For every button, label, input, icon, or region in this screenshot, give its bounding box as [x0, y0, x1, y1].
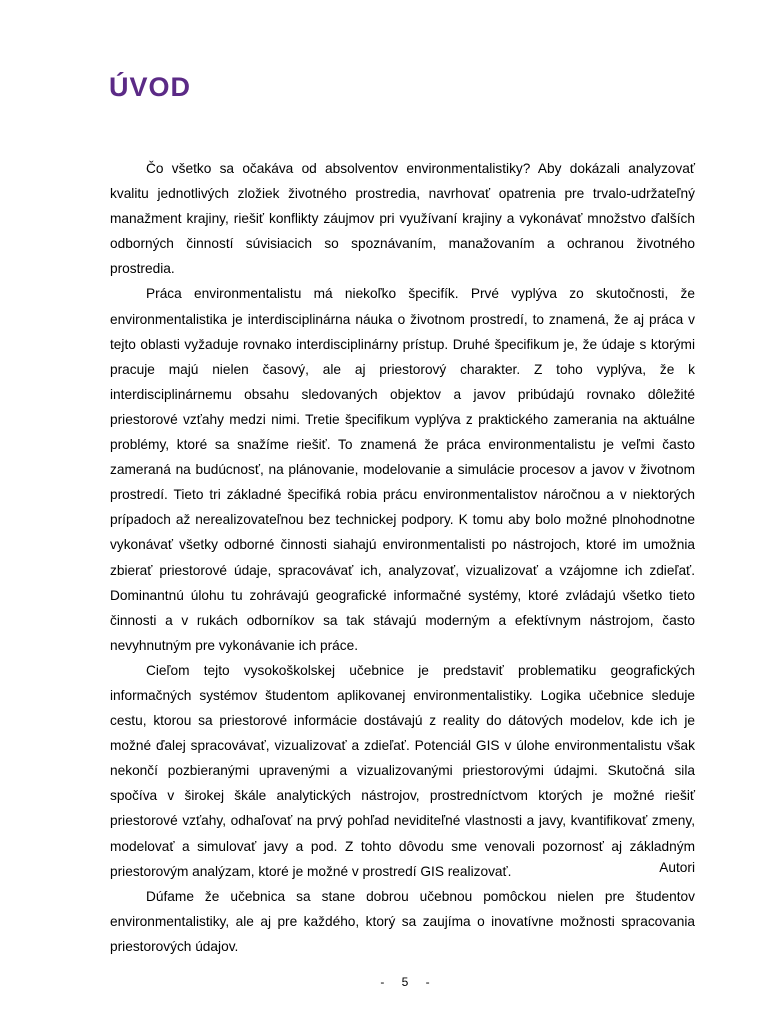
body-text: [110, 156, 695, 959]
paragraph-1: Čo všetko sa očakáva od absolventov environmentalistiky? Aby dokázali analyzovať kvalitu jednotlivých zložiek životného prostredia, navrhovať opatrenia pre trvalo-udržateľný manažment krajiny, riešiť konflikty záujmov pri využívaní krajiny a vykonávať množstvo ďalších odborných činností súvisiacich so spoznávaním, manažovaním a ochranou životného prostredia.: [110, 161, 695, 277]
paragraph-4: Dúfame že učebnica sa stane dobrou učebnou pomôckou nielen pre študentov environmentalistiky, ale aj pre každého, ktorý sa zaujíma o inovatívne možnosti spracovania priestorových údajov.: [110, 888, 695, 954]
signature: Autori: [659, 860, 695, 875]
page-title: ÚVOD: [109, 72, 192, 102]
paragraph-3: Cieľom tejto vysokoškolskej učebnice je predstaviť problematiku geografických informačných systémov študentom aplikovanej environmentalistiky. Logika učebnice sleduje cestu, ktorou sa priestorové informácie dostávajú z reality do dátových modelov, kde ich je možné ďalej spracovávať, vizualizovať a zdieľať. Potenciál GIS v úlohe environmentalistu však nekončí pozbieranými upravenými a vizualizovanými priestorovými údajmi. Skutočná sila spočíva v širokej škále analytických nástrojov, prostredníctvom ktorých je možné riešiť priestorové vzťahy, odhaľovať na prvý pohľad neviditeľné vlastnosti a javy, kvantifikovať zmeny, modelovať a simulovať javy a pod. Z tohto dôvodu sme venovali pozornosť aj základným priestorovým analýzam, ktoré je možné v prostredí GIS realizovať.: [110, 662, 695, 879]
page-number: - 5 -: [380, 975, 430, 989]
paragraph-2: Práca environmentalistu má niekoľko špecifík. Prvé vyplýva zo skutočnosti, že environmentalistika je interdisciplinárna náuka o životnom prostredí, to znamená, že aj práca v tejto oblasti vyžaduje rovnako interdisciplinárny prístup. Druhé špecifikum je, že údaje s ktorými pracuje majú nielen časový, ale aj priestorový charakter. Z toho vyplýva, že k interdisciplinárnemu obsahu sledovaných objektov a javov pribúdajú rovnako dôležité priestorové vzťahy medzi nimi. Tretie špecifikum vyplýva z praktického zamerania na aktuálne problémy, ktoré sa snažíme riešiť. To znamená že práca environmentalistu je veľmi často zameraná na budúcnosť, na plánovanie, modelovanie a simulácie procesov a javov v životnom prostredí. Tieto tri základné špecifiká robia prácu environmentalistov náročnou a v niektorých prípadoch až nerealizovateľnou bez technickej podpory. K tomu aby bolo možné plnohodnotne vykonávať všetky odborné činnosti siahajú environmentalisti po nástrojoch, ktoré im umožnia zbierať priestorové údaje, spracovávať ich, analyzovať, vizualizovať a vzájomne ich zdieľať. Dominantnú úlohu tu zohrávajú geografické informačné systémy, ktoré zvládajú všetko tieto činnosti a v rukách odborníkov sa tak stávajú moderným a efektívnym nástrojom, často nevyhnutným pre vykonávanie ich práce.: [110, 286, 695, 653]
